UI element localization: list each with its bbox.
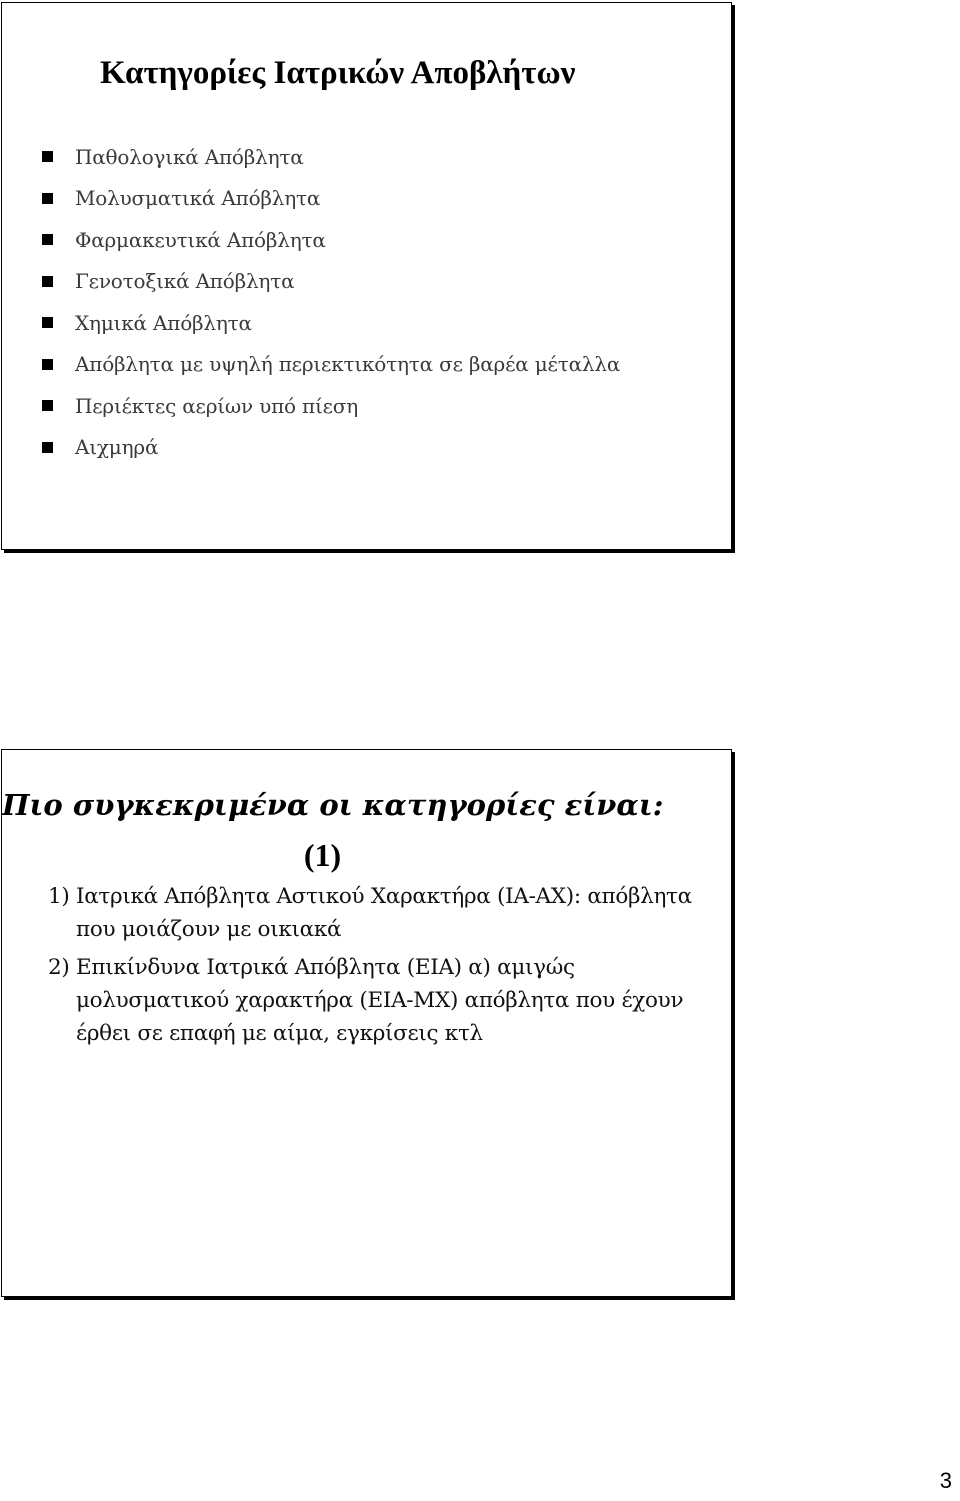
list-item: Γενοτοξικά Απόβλητα (42, 261, 620, 303)
slide-2-body (48, 880, 708, 1055)
list-item: Αιχμηρά (42, 427, 620, 469)
square-bullet-icon (42, 317, 53, 328)
slide-2-title-line-2: (1) (303, 837, 342, 873)
category-list (42, 136, 620, 468)
list-item: Μολυσματικά Απόβλητα (42, 178, 620, 220)
square-bullet-icon (42, 193, 53, 204)
slide-2-title (2, 780, 733, 880)
square-bullet-icon (42, 234, 53, 245)
paragraph-1: 1) Ιατρικά Απόβλητα Αστικού Χαρακτήρα (ΙΑ-ΑΧ): απόβλητα που μοιάζουν με οικιακά (48, 884, 692, 942)
list-item: Φαρμακευτικά Απόβλητα (42, 219, 620, 261)
slide-2-title-line-1: Πιο συγκεκριμένα οι κατηγορίες είναι: (2, 788, 664, 822)
slide-2 (1, 749, 732, 1297)
paragraph-2: 2) Επικίνδυνα Ιατρικά Απόβλητα (ΕΙΑ) α) αμιγώς μολυσματικού χαρακτήρα (ΕΙΑ-ΜΧ) απόβλητα που έχουν έρθει σε επαφή με αίμα, εγκρίσεις κτλ (48, 955, 684, 1046)
square-bullet-icon (42, 442, 53, 453)
square-bullet-icon (42, 400, 53, 411)
list-item: Χημικά Απόβλητα (42, 302, 620, 344)
list-item: Παθολογικά Απόβλητα (42, 136, 620, 178)
page-number: 3 (939, 1468, 952, 1493)
square-bullet-icon (42, 276, 53, 287)
square-bullet-icon (42, 151, 53, 162)
square-bullet-icon (42, 359, 53, 370)
slide-1-title: Κατηγορίες Ιατρικών Αποβλήτων (100, 55, 576, 91)
list-item: Περιέκτες αερίων υπό πίεση (42, 385, 620, 427)
list-item: Απόβλητα με υψηλή περιεκτικότητα σε βαρέα μέταλλα (42, 344, 620, 386)
slide-1 (1, 2, 732, 550)
